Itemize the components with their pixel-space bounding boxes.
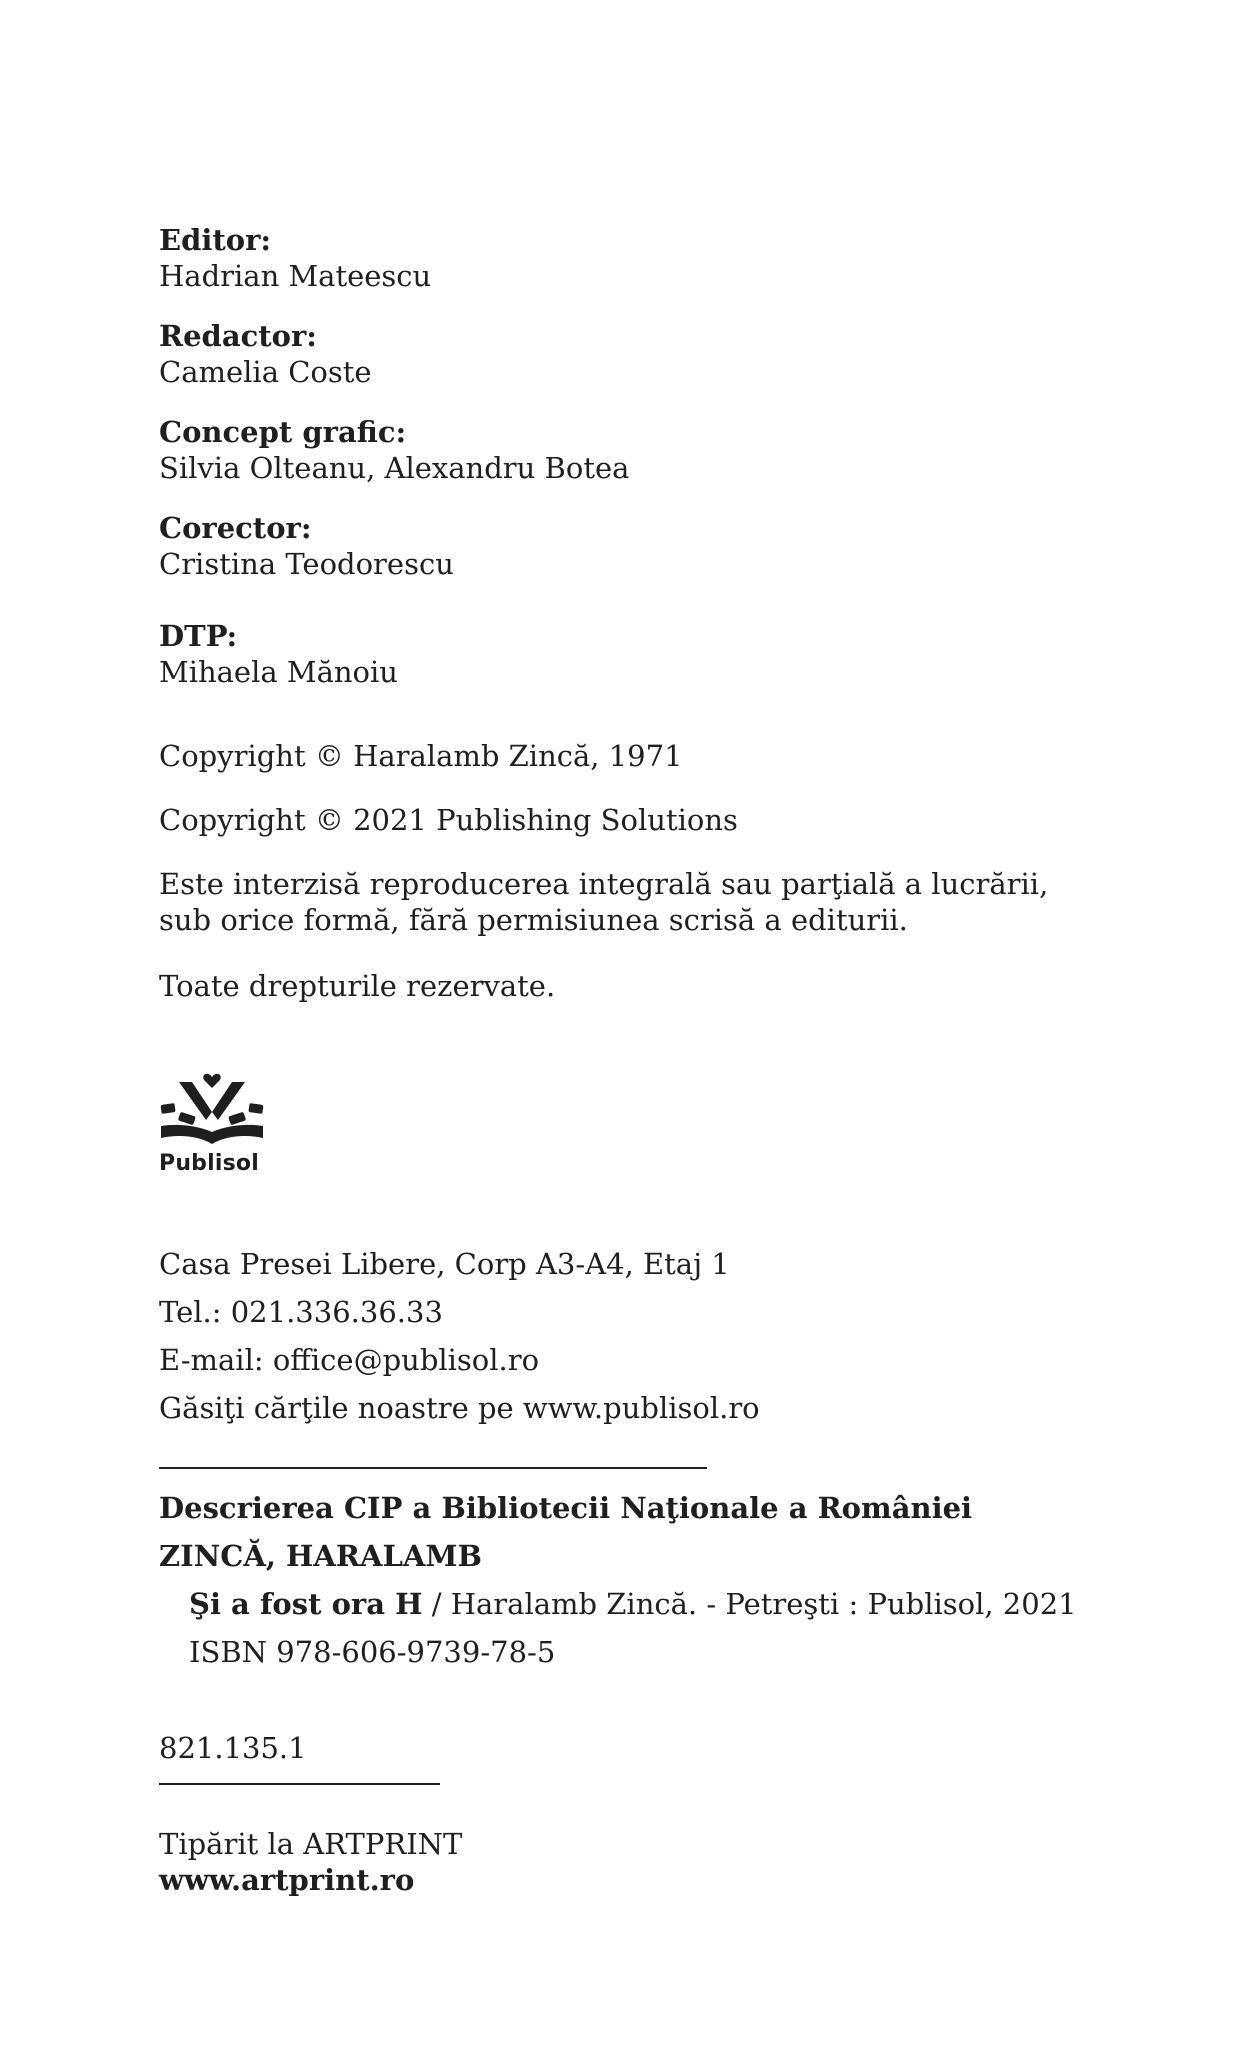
credit-dtp <box>159 618 398 690</box>
credit-name: Cristina Teodorescu <box>159 547 454 581</box>
publisher-email: E-mail: office@publisol.ro <box>159 1343 540 1377</box>
credit-corector <box>159 510 454 582</box>
credit-role: Redactor: <box>159 319 317 353</box>
divider <box>159 1467 707 1469</box>
publisher-phone: Tel.: 021.336.36.33 <box>159 1295 443 1329</box>
divider <box>159 1783 440 1785</box>
credit-name: Hadrian Mateescu <box>159 259 432 293</box>
credit-concept-grafic <box>159 414 629 486</box>
credit-editor <box>159 222 431 294</box>
publisol-logo-text: Publisol <box>159 1151 259 1176</box>
cip-title: Şi a fost ora H <box>189 1587 423 1621</box>
rights-reserved: Toate drepturile rezervate. <box>159 969 556 1003</box>
credit-role: Editor: <box>159 223 272 257</box>
publisher-website: Găsiţi cărţile noastre pe www.publisol.ro <box>159 1391 760 1425</box>
notice-line: sub orice formă, fără permisiunea scrisă a editurii. <box>159 903 908 937</box>
credit-name: Silvia Olteanu, Alexandru Botea <box>159 451 630 485</box>
publisher-address: Casa Presei Libere, Corp A3-A4, Etaj 1 <box>159 1247 730 1281</box>
credit-redactor <box>159 318 372 390</box>
cip-details: / Haralamb Zincă. - Petreşti : Publisol, 2021 <box>422 1587 1077 1621</box>
credit-role: Concept grafic: <box>159 415 407 449</box>
copyright-author: Copyright © Haralamb Zincă, 1971 <box>159 739 683 773</box>
credit-role: DTP: <box>159 619 238 653</box>
copyright-publisher: Copyright © 2021 Publishing Solutions <box>159 803 738 837</box>
reproduction-notice <box>159 866 1048 938</box>
cip-classification: 821.135.1 <box>159 1731 307 1765</box>
credit-name: Mihaela Mănoiu <box>159 655 398 689</box>
notice-line: Este interzisă reproducerea integrală sau parţială a lucrării, <box>159 867 1049 901</box>
credit-role: Corector: <box>159 511 312 545</box>
cip-isbn: ISBN 978-606-9739-78-5 <box>189 1635 556 1669</box>
cip-author: ZINCĂ, HARALAMB <box>159 1539 483 1573</box>
printer-website: www.artprint.ro <box>159 1863 415 1897</box>
cip-title-line <box>159 1586 1077 1622</box>
credit-name: Camelia Coste <box>159 355 372 389</box>
printer-line: Tipărit la ARTPRINT <box>159 1827 463 1861</box>
cip-heading: Descrierea CIP a Bibliotecii Naţionale a României <box>159 1491 973 1525</box>
